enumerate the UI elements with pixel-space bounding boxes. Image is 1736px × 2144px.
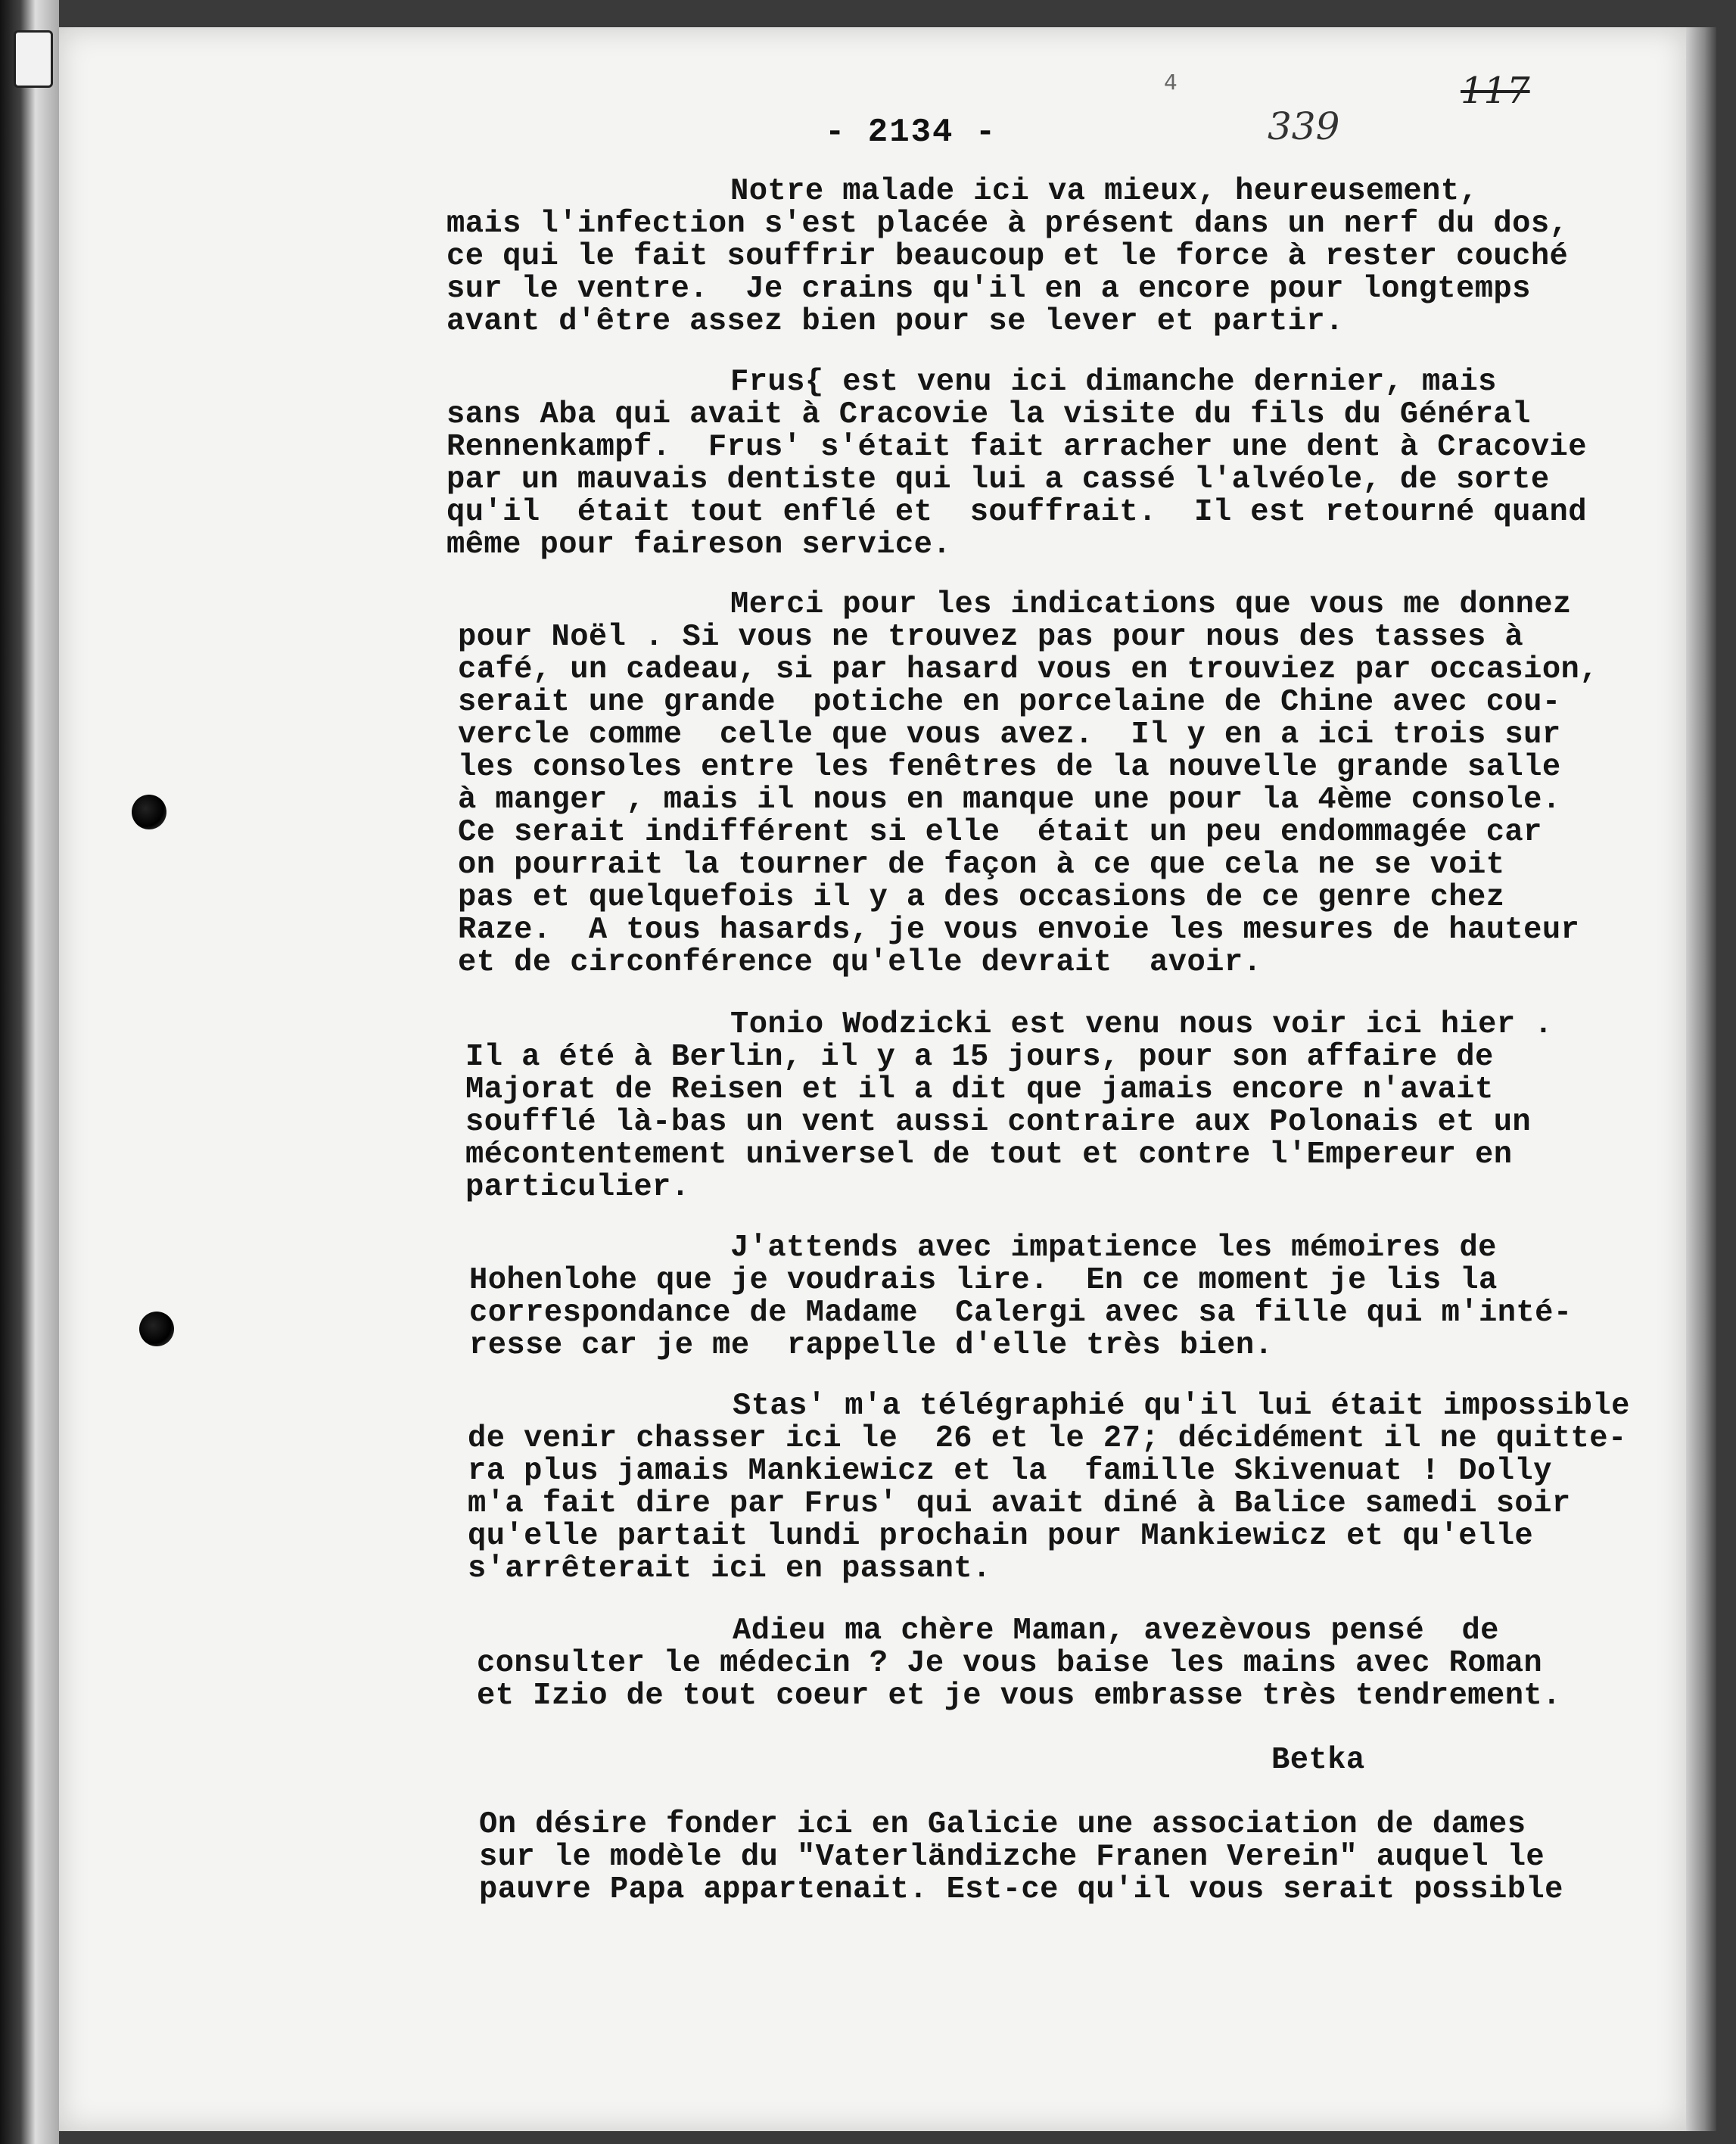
handwritten-corner-number: 117 bbox=[1461, 70, 1530, 112]
paragraph-5-line-2: Hohenlohe que je voudrais lire. En ce moment je lis la bbox=[469, 1263, 1498, 1298]
paragraph-2-line-1: Frus{ est venu ici dimanche dernier, mais bbox=[730, 365, 1497, 400]
paragraph-3-line-3: café, un cadeau, si par hasard vous en trouviez par occasion, bbox=[458, 652, 1598, 687]
paragraph-3-line-8: Ce serait indifférent si elle était un peu endommagée car bbox=[458, 815, 1542, 850]
paragraph-6-line-1: Stas' m'a télégraphié qu'il lui était impossible bbox=[733, 1389, 1630, 1424]
page-edge bbox=[1686, 27, 1716, 2131]
paragraph-2-line-3: Rennenkampf. Frus' s'était fait arracher une dent à Cracovie bbox=[446, 430, 1587, 465]
paragraph-3-line-9: on pourrait la tourner de façon à ce que cela ne se voit bbox=[458, 848, 1505, 882]
postscript-line-3: pauvre Papa appartenait. Est-ce qu'il vous serait possible bbox=[479, 1872, 1563, 1907]
binder-clip bbox=[14, 30, 53, 88]
paragraph-2-line-6: même pour faireson service. bbox=[446, 527, 952, 562]
paragraph-3-line-12: et de circonférence qu'elle devrait avoir. bbox=[458, 945, 1262, 980]
paragraph-6-line-5: qu'elle partait lundi prochain pour Mankiewicz et qu'elle bbox=[468, 1519, 1534, 1554]
paragraph-6-line-3: ra plus jamais Mankiewicz et la famille Skivenuat ! Dolly bbox=[468, 1454, 1552, 1489]
paragraph-1-line-2: mais l'infection s'est placée à présent dans un nerf du dos, bbox=[446, 207, 1569, 241]
paragraph-4-line-3: Majorat de Reisen et il a dit que jamais encore n'avait bbox=[465, 1072, 1494, 1107]
punch-hole-upper bbox=[132, 795, 166, 829]
paragraph-5-line-1: J'attends avec impatience les mémoires de bbox=[730, 1231, 1497, 1265]
paragraph-3-line-7: à manger , mais il nous en manque une pour la 4ème console. bbox=[458, 783, 1561, 817]
paragraph-6-line-2: de venir chasser ici le 26 et le 27; décidément il ne quitte- bbox=[468, 1421, 1627, 1456]
paragraph-1-line-4: sur le ventre. Je crains qu'il en a encore pour longtemps bbox=[446, 272, 1531, 307]
paragraph-1-line-5: avant d'être assez bien pour se lever et partir. bbox=[446, 304, 1344, 339]
paragraph-3-line-5: vercle comme celle que vous avez. Il y en a ici trois sur bbox=[458, 717, 1561, 752]
typed-page-number: - 2134 - bbox=[825, 114, 997, 151]
handwritten-archive-number: 339 bbox=[1268, 104, 1340, 148]
paragraph-6-line-6: s'arrêterait ici en passant. bbox=[468, 1551, 991, 1586]
binder-edge bbox=[0, 0, 59, 2144]
paragraph-5-line-4: resse car je me rappelle d'elle très bien. bbox=[469, 1328, 1274, 1363]
paragraph-4-line-5: mécontentement universel de tout et contre l'Empereur en bbox=[465, 1137, 1513, 1172]
closing-line-1: Adieu ma chère Maman, avezèvous pensé de bbox=[733, 1613, 1499, 1648]
closing-line-2: consulter le médecin ? Je vous baise les mains avec Roman bbox=[477, 1646, 1543, 1681]
paragraph-6-line-4: m'a fait dire par Frus' qui avait diné à Balice samedi soir bbox=[468, 1486, 1571, 1521]
paragraph-3-line-4: serait une grande potiche en porcelaine de Chine avec cou- bbox=[458, 685, 1561, 720]
paragraph-2-line-5: qu'il était tout enflé et souffrait. Il est retourné quand bbox=[446, 495, 1587, 530]
paragraph-4-line-2: Il a été à Berlin, il y a 15 jours, pour son affaire de bbox=[465, 1040, 1494, 1075]
punch-hole-lower bbox=[139, 1312, 174, 1346]
paragraph-4-line-4: soufflé là-bas un vent aussi contraire aux Polonais et un bbox=[465, 1105, 1532, 1140]
postscript-line-2: sur le modèle du "Vaterländizche Franen Verein" auquel le bbox=[479, 1840, 1545, 1875]
closing-line-3: et Izio de tout coeur et je vous embrasse très tendrement. bbox=[477, 1679, 1561, 1713]
paragraph-3-line-6: les consoles entre les fenêtres de la nouvelle grande salle bbox=[458, 750, 1561, 785]
paragraph-3-line-11: Raze. A tous hasards, je vous envoie les mesures de hauteur bbox=[458, 913, 1580, 948]
paragraph-4-line-1: Tonio Wodzicki est venu nous voir ici hier . bbox=[730, 1007, 1553, 1042]
paragraph-1-line-1: Notre malade ici va mieux, heureusement, bbox=[730, 174, 1479, 209]
paragraph-1-line-3: ce qui le fait souffrir beaucoup et le force à rester couché bbox=[446, 239, 1569, 274]
pencil-mark: 4 bbox=[1164, 70, 1178, 95]
paragraph-3-line-1: Merci pour les indications que vous me donnez bbox=[730, 587, 1572, 622]
paragraph-2-line-4: par un mauvais dentiste qui lui a cassé l'alvéole, de sorte bbox=[446, 462, 1550, 497]
paragraph-4-line-6: particulier. bbox=[465, 1170, 690, 1205]
paragraph-3-line-10: pas et quelquefois il y a des occasions de ce genre chez bbox=[458, 880, 1505, 915]
signature: Betka bbox=[1271, 1743, 1365, 1778]
paragraph-3-line-2: pour Noël . Si vous ne trouvez pas pour nous des tasses à bbox=[458, 620, 1524, 655]
paragraph-2-line-2: sans Aba qui avait à Cracovie la visite du fils du Général bbox=[446, 397, 1531, 432]
paragraph-5-line-3: correspondance de Madame Calergi avec sa fille qui m'inté- bbox=[469, 1296, 1573, 1330]
postscript-line-1: On désire fonder ici en Galicie une association de dames bbox=[479, 1807, 1526, 1842]
